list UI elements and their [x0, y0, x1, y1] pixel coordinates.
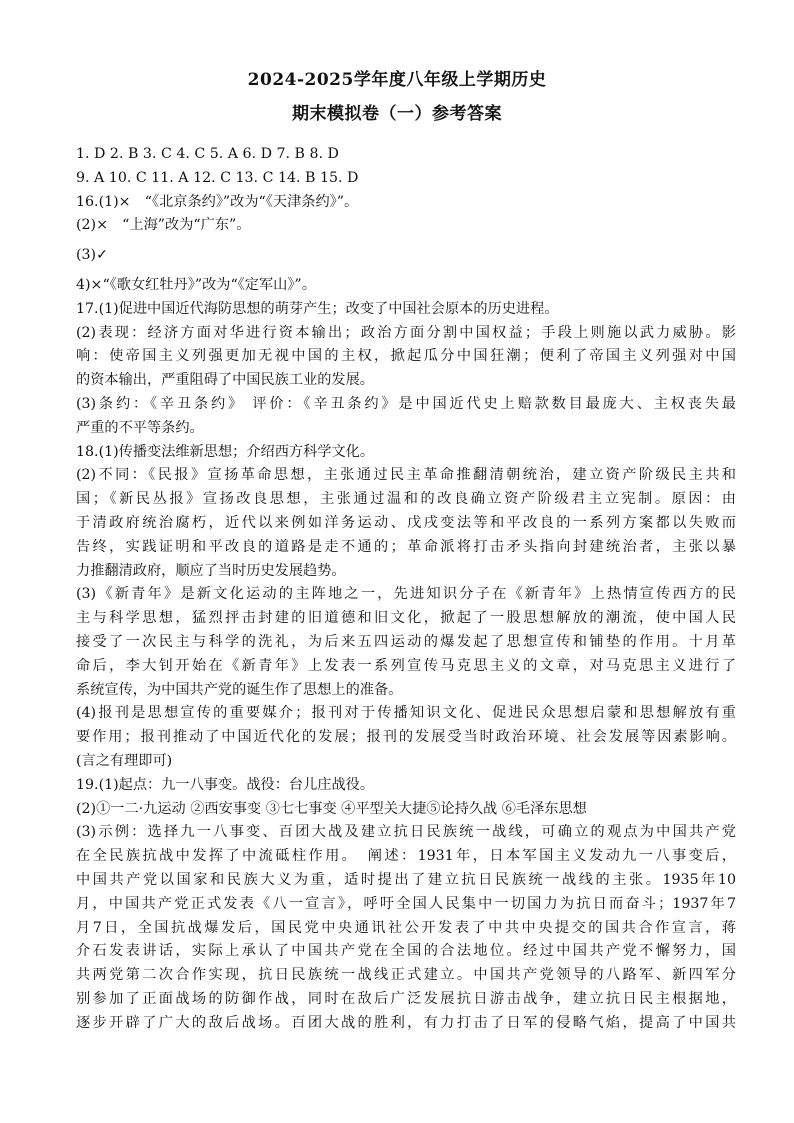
answer-line-19-3a: (3)示例：选择九一八事变、百团大战及建立抗日民族统一战线，可确立的观点为中国共产党 — [76, 824, 736, 841]
answer-line-19-3h: 别参加了正面战场的防御作战，同时在敌后广泛发展抗日游击战争，建立抗日民主根据地， — [76, 990, 736, 1007]
answer-line-18-3c: 接受了一次民主与科学的洗礼，为后来五四运动的爆发起了思想宣传和铺垫的作用。十月革 — [76, 633, 736, 650]
answer-line-19-3d: 月，中国共产党正式发表《八一宣言》，呼吁全国人民集中一切国力为抗日而奋斗；1937年7 — [76, 895, 736, 912]
answer-line-19-3i: 逐步开辟了广大的敌后战场。百团大战的胜利，有力打击了日军的侵略气焰，提高了中国共 — [76, 1014, 736, 1031]
answer-line-18-4b: 要作用；报刊推动了中国近代化的发展；报刊的发展受当时政治环境、社会发展等因素影响。 — [76, 729, 736, 746]
answer-line-18-2b: 国；《新民丛报》宣扬改良思想，主张通过温和的改良确立资产阶级君主立宪制。原因：由 — [76, 491, 736, 508]
answer-line-19-3g: 共两党第二次合作实现，抗日民族统一战线正式建立。中国共产党领导的八路军、新四军分 — [76, 967, 736, 984]
answer-line-19-2: (2)①一二·九运动 ②西安事变 ③七七事变 ④平型关大捷⑤论持久战 ⑥毛泽东思想 — [76, 800, 587, 817]
answer-line-19-3e: 月7日，全国抗战爆发后，国民党中央通讯社公开发表了中共中央提交的国共合作宣言，蒋 — [76, 919, 736, 936]
answer-line-choice-1: 1. D 2. B 3. C 4. C 5. A 6. D 7. B 8. D — [76, 146, 339, 162]
answer-line-18-3d: 命后，李大钊开始在《新青年》上发表一系列宣传马克思主义的文章，对马克思主义进行了 — [76, 657, 736, 674]
answer-line-19-3c: 中国共产党以国家和民族大义为重，适时提出了建立抗日民族统一战线的主张。1935年10 — [76, 871, 736, 888]
answer-line-18-3b: 主与科学思想，猛烈抨击封建的旧道德和旧文化，掀起了一股思想解放的潮流，使中国人民 — [76, 610, 736, 627]
answer-line-18-3e: 系统宣传，为中国共产党的诞生作了思想上的准备。 — [76, 681, 403, 698]
answer-line-16-4: 4)×“《歌女红牡丹》”改为“《定军山》”。 — [76, 276, 316, 293]
page-subtitle: 期末模拟卷（一）参考答案 — [292, 104, 502, 124]
answer-line-18-1: 18.(1)传播变法维新思想；介绍西方科学文化。 — [76, 443, 375, 460]
answer-line-17-3a: (3)条约：《辛丑条约》 评价：《辛丑条约》是中国近代史上赔款数目最庞大、主权丧失最 — [76, 395, 736, 412]
answer-line-17-2b: 响：使帝国主义列强更加无视中国的主权，掀起瓜分中国狂潮；便利了帝国主义列强对中国 — [76, 348, 736, 365]
answer-line-18-3a: (3)《新青年》是新文化运动的主阵地之一，先进知识分子在《新青年》上热情宣传西方的民 — [76, 586, 736, 603]
answer-line-19-1: 19.(1)起点：九一八事变。战役：台儿庄战役。 — [76, 776, 375, 793]
answer-line-17-3b: 严重的不平等条约。 — [76, 419, 204, 436]
page-title: 2024-2025学年度八年级上学期历史 — [247, 70, 547, 90]
answer-line-18-2e: 力推翻清政府，顺应了当时历史发展趋势。 — [76, 562, 346, 579]
answer-line-17-1: 17.(1)促进中国近代海防思想的萌芽产生；改变了中国社会原本的历史进程。 — [76, 300, 559, 317]
answer-line-19-3f: 介石发表讲话，实际上承认了中国共产党在全国的合法地位。经过中国共产党不懈努力，国 — [76, 943, 736, 960]
answer-line-choice-2: 9. A 10. C 11. A 12. C 13. C 14. B 15. D — [76, 169, 359, 186]
answer-line-18-2a: (2)不同：《民报》宣扬革命思想，主张通过民主革命推翻清朝统治，建立资产阶级民主共和 — [76, 467, 736, 484]
answer-line-16-1: 16.(1)× “《北京条约》”改为“《天津条约》”。 — [76, 193, 359, 210]
answer-line-16-2: (2)× “上海”改为“广东”。 — [76, 217, 251, 234]
answer-line-18-2d: 告终，实践证明和平改良的道路是走不通的；革命派将打击矛头指向封建统治者，主张以暴 — [76, 538, 736, 555]
answer-body — [76, 143, 736, 1035]
answer-line-18-2c: 于清政府统治腐朽，近代以来例如洋务运动、戊戌变法等和平改良的一系列方案都以失败而 — [76, 514, 736, 531]
answer-line-16-3: (3)✓ — [76, 247, 108, 264]
answer-line-17-2c: 的资本输出，严重阻碍了中国民族工业的发展。 — [76, 372, 374, 389]
answer-line-19-3b: 在全民族抗战中发挥了中流砥柱作用。 阐述：1931年，日本军国主义发动九一八事变后， — [76, 848, 736, 865]
answer-line-18-4c: (言之有理即可) — [76, 752, 173, 769]
answer-line-17-2a: (2)表现：经济方面对华进行资本输出；政治方面分割中国权益；手段上则施以武力威胁。影 — [76, 324, 736, 341]
answer-line-18-4a: (4)报刊是思想宣传的重要媒介；报刊对于传播知识文化、促进民众思想启蒙和思想解放有重 — [76, 705, 736, 722]
